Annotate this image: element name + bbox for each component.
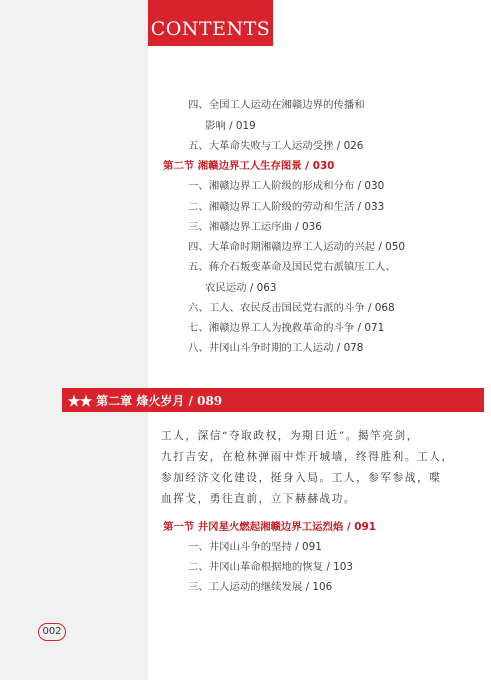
toc-entry: 五、大革命失败与工人运动受挫 / 026 <box>188 140 364 152</box>
chapter-banner <box>62 388 484 412</box>
toc-entry: 七、湘赣边界工人为挽救革命的斗争 / 071 <box>188 322 385 334</box>
page-number: 002 <box>38 623 66 641</box>
toc-entry: 三、工人运动的继续发展 / 106 <box>188 581 333 593</box>
contents-title: CONTENTS <box>150 18 271 40</box>
intro-line: 工人，深信“夺取政权，为期日近”。揭竿亮剑， <box>161 430 419 442</box>
toc-entry: 一、湘赣边界工人阶级的形成和分布 / 030 <box>188 180 385 192</box>
intro-line: 九打吉安，在枪林弹雨中炸开城墙，终得胜利。工人， <box>161 451 454 463</box>
toc-entry: 四、大革命时期湘赣边界工人运动的兴起 / 050 <box>188 241 405 253</box>
intro-line: 参加经济文化建设，挺身入局。工人，参军参战，喋 <box>161 472 442 484</box>
toc-section-heading: 第二节 湘赣边界工人生存图景 / 030 <box>163 160 335 172</box>
toc-entry-continuation: 农民运动 / 063 <box>205 282 277 294</box>
toc-entry: 二、湘赣边界工人阶级的劳动和生活 / 033 <box>188 201 385 213</box>
toc-entry: 五、蒋介石叛变革命及国民党右派镇压工人、 <box>188 261 396 273</box>
toc-entry: 三、湘赣边界工运序曲 / 036 <box>188 221 322 233</box>
toc-entry-continuation: 影响 / 019 <box>205 120 256 132</box>
intro-line: 血挥戈，勇往直前，立下赫赫战功。 <box>161 493 357 505</box>
toc-section-heading: 第一节 井冈星火燃起湘赣边界工运烈焰 / 091 <box>163 521 376 533</box>
left-margin-band <box>0 0 148 680</box>
chapter-heading: ★★ 第二章 烽火岁月 / 089 <box>68 394 223 408</box>
contents-header-tab <box>148 0 273 46</box>
toc-entry: 八、井冈山斗争时期的工人运动 / 078 <box>188 342 364 354</box>
toc-entry: 六、工人、农民反击国民党右派的斗争 / 068 <box>188 302 395 314</box>
toc-entry: 二、井冈山革命根据地的恢复 / 103 <box>188 561 354 573</box>
toc-entry: 一、井冈山斗争的坚持 / 091 <box>188 541 322 553</box>
toc-entry: 四、全国工人运动在湘赣边界的传播和 <box>188 99 365 111</box>
